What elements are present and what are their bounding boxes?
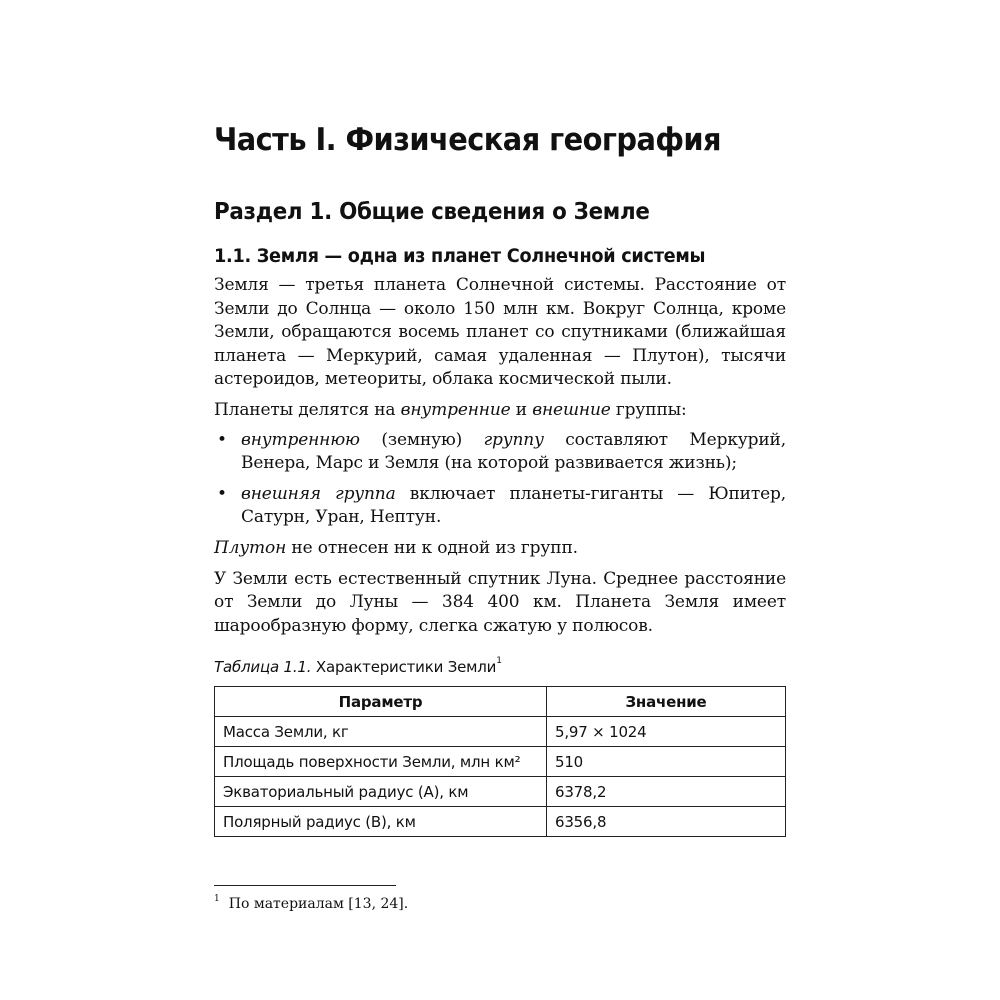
table-row bbox=[215, 747, 786, 777]
table-cell-parameter: Площадь поверхности Земли, млн км² bbox=[215, 747, 547, 777]
footnote-ref: 1 bbox=[496, 656, 502, 667]
column-header-parameter: Параметр bbox=[215, 687, 547, 717]
footnote-mark: 1 bbox=[214, 894, 220, 904]
table-cell-parameter: Полярный радиус (В), км bbox=[215, 807, 547, 837]
table-row bbox=[215, 807, 786, 837]
table-cell-value: 510 bbox=[547, 747, 786, 777]
table-cell-parameter: Экваториальный радиус (А), км bbox=[215, 777, 547, 807]
list-item bbox=[214, 483, 786, 530]
italic-term: внешние bbox=[532, 399, 611, 420]
table-row bbox=[215, 777, 786, 807]
caption-text: Характеристики Земли bbox=[311, 658, 497, 677]
part-title: Часть I. Физическая география bbox=[214, 122, 722, 158]
paragraph-groups bbox=[214, 399, 786, 423]
text-run: включает планеты-гиганты — Юпитер, Сатурн, Уран, Нептун. bbox=[241, 483, 786, 528]
page-content bbox=[214, 118, 786, 837]
bullet-marker: • bbox=[217, 429, 227, 450]
italic-term: внутренние bbox=[400, 399, 511, 420]
text-run: и bbox=[510, 399, 533, 420]
earth-characteristics-table bbox=[214, 686, 786, 837]
text-run: группы: bbox=[610, 399, 687, 420]
subsection-title: 1.1. Земля — одна из планет Солнечной системы bbox=[214, 245, 706, 267]
paragraph-pluto bbox=[214, 537, 786, 561]
text-run: Планеты делятся на bbox=[214, 399, 401, 420]
bullet-marker: • bbox=[217, 483, 227, 504]
paragraph-intro: Земля — третья планета Солнечной системы. Расстояние от Земли до Солнца — около 150 млн км. Вокруг Солнца, кроме Земли, обращаются восемь планет со спутниками (ближайшая планета — Меркурий, самая удаленная — Плутон), тысячи астероидов, метеориты, облака космической пыли. bbox=[214, 275, 786, 390]
footnote-text: По материалам [13, 24]. bbox=[228, 896, 409, 912]
italic-term: Плутон bbox=[214, 537, 287, 558]
footnote-divider bbox=[214, 885, 396, 886]
italic-term: внутреннюю bbox=[241, 429, 360, 450]
footnote bbox=[214, 894, 408, 914]
table-header-row bbox=[215, 687, 786, 717]
list-item bbox=[214, 429, 786, 476]
text-run: составляют Меркурий, Венера, Марс и Земля (на которой развивается жизнь); bbox=[241, 429, 786, 474]
table-cell-parameter: Масса Земли, кг bbox=[215, 717, 547, 747]
bullet-list bbox=[214, 429, 786, 530]
table-cell-value: 5,97 × 1024 bbox=[547, 717, 786, 747]
section-title: Раздел 1. Общие сведения о Земле bbox=[214, 199, 650, 225]
column-header-value: Значение bbox=[547, 687, 786, 717]
table-cell-value: 6356,8 bbox=[547, 807, 786, 837]
table-cell-value: 6378,2 bbox=[547, 777, 786, 807]
italic-term: внешняя группа bbox=[241, 483, 396, 504]
table-row bbox=[215, 717, 786, 747]
text-run: не отнесен ни к одной из групп. bbox=[286, 537, 578, 558]
table-caption bbox=[214, 656, 786, 678]
italic-term: группу bbox=[483, 429, 544, 450]
paragraph-moon: У Земли есть естественный спутник Луна. Среднее расстояние от Земли до Луны — 384 400 км. Планета Земля имеет шарообразную форму, слегка сжатую у полюсов. bbox=[214, 568, 786, 636]
caption-label: Таблица 1.1. bbox=[214, 658, 312, 677]
text-run: (земную) bbox=[359, 429, 484, 450]
body-text bbox=[214, 274, 786, 638]
